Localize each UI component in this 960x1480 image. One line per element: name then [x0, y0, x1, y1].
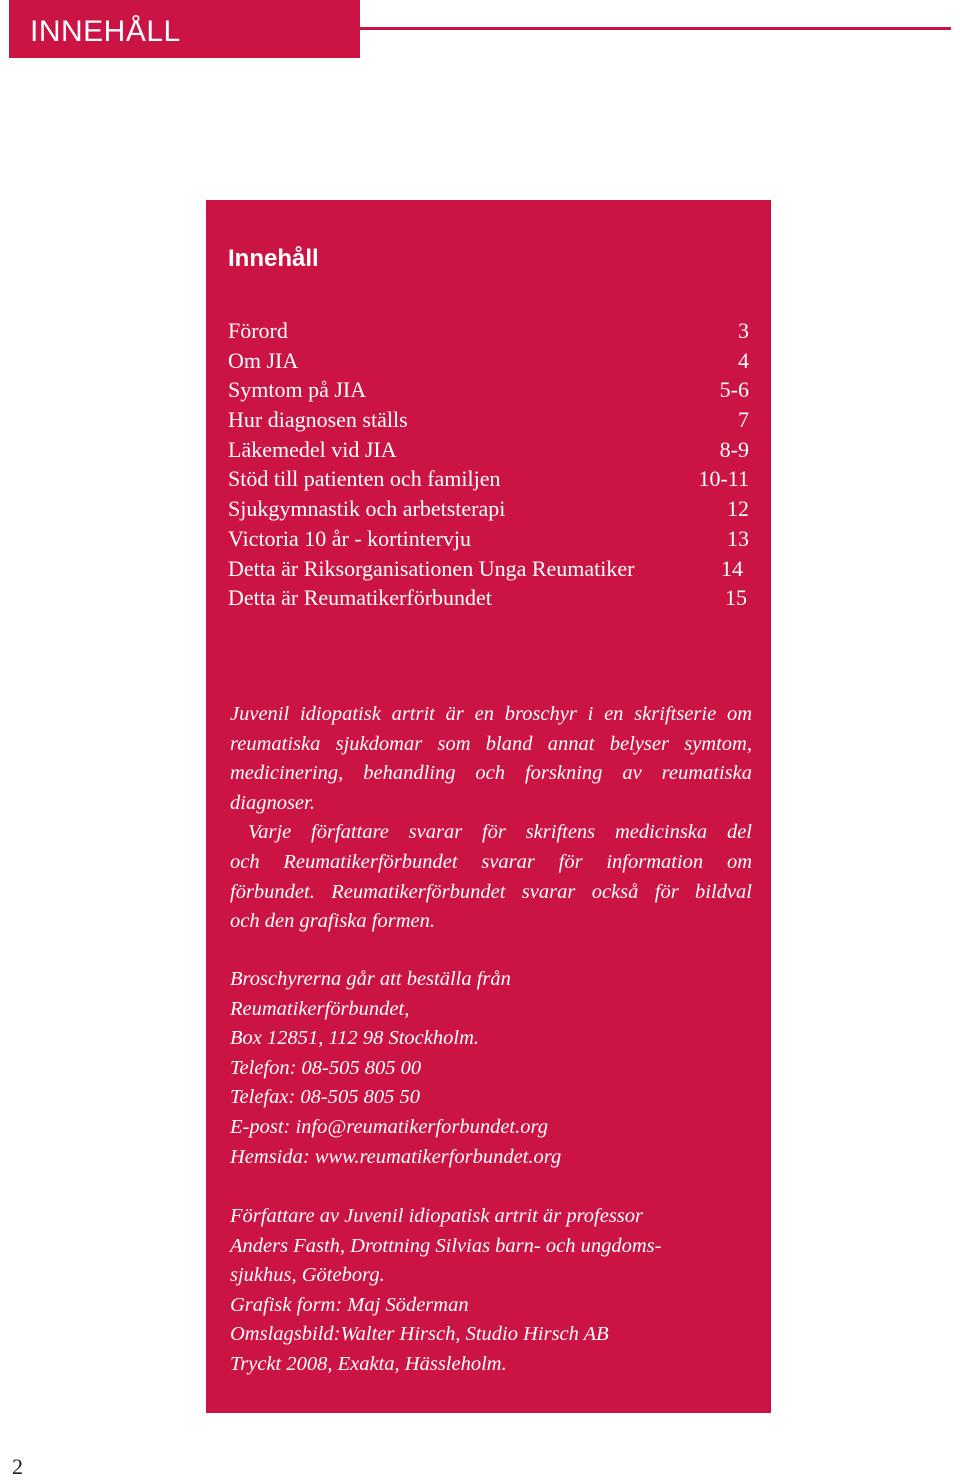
intro-line: förbundet. Reumatikerförbundet svarar också för bildval: [230, 880, 752, 903]
toc-entry-page: 12: [727, 496, 749, 522]
table-of-contents: [228, 316, 749, 613]
intro-line: reumatiska sjukdomar som bland annat belyser symtom,: [230, 732, 752, 755]
credits-line: Tryckt 2008, Exakta, Hässleholm.: [230, 1352, 507, 1375]
toc-entry: [228, 464, 749, 494]
toc-entry-label: Detta är Riksorganisationen Unga Reumatiker: [228, 555, 635, 581]
ordering-address: Box 12851, 112 98 Stockholm.: [230, 1027, 479, 1050]
credits: [230, 1202, 752, 1380]
toc-entry-page: 8-9: [719, 436, 749, 462]
intro-line: och Reumatikerförbundet svarar för information om: [230, 850, 752, 873]
toc-entry-page: 5-6: [719, 377, 749, 403]
panel-title: Innehåll: [228, 245, 319, 272]
toc-entry-page: 15: [725, 585, 747, 611]
toc-entry: [228, 494, 749, 524]
ordering-email: E-post: info@reumatikerforbundet.org: [230, 1115, 548, 1138]
toc-entry-page: 10-11: [698, 466, 749, 492]
intro-line: medicinering, behandling och forskning av reumatiska: [230, 762, 752, 785]
credits-line: Omslagsbild:Walter Hirsch, Studio Hirsch AB: [230, 1323, 609, 1346]
toc-entry-page: 3: [738, 318, 749, 343]
toc-entry-page: 7: [738, 407, 749, 433]
credits-line: sjukhus, Göteborg.: [230, 1264, 385, 1287]
toc-entry-label: Symtom på JIA: [228, 377, 367, 403]
toc-entry: [228, 375, 749, 405]
ordering-line: Broschyrerna går att beställa från: [230, 968, 511, 990]
ordering-info: [230, 965, 752, 1172]
intro-paragraph: [230, 700, 752, 937]
page-number: 2: [12, 1454, 23, 1479]
toc-entry-label: Sjukgymnastik och arbetsterapi: [228, 496, 506, 522]
intro-line: Varje författare svarar för skriftens medicinska del: [248, 821, 752, 844]
toc-entry-label: Om JIA: [228, 347, 299, 373]
ordering-line: Reumatikerförbundet,: [230, 997, 410, 1020]
toc-entry-label: Hur diagnosen ställs: [228, 407, 408, 433]
intro-line: Juvenil idiopatisk artrit är en broschyr i en skriftserie om: [230, 703, 752, 725]
toc-entry-label: Victoria 10 år - kortintervju: [228, 525, 472, 551]
toc-entry: [228, 524, 749, 554]
toc-entry-page: 4: [738, 347, 749, 373]
toc-entry-label: Läkemedel vid JIA: [228, 436, 397, 462]
ordering-fax: Telefax: 08-505 805 50: [230, 1086, 420, 1109]
toc-entry-page: 14: [721, 555, 743, 581]
toc-entry: [228, 435, 749, 465]
credits-line: Anders Fasth, Drottning Silvias barn- och ungdoms-: [230, 1234, 662, 1257]
toc-entry: [228, 316, 749, 346]
toc-entry-label: Detta är Reumatikerförbundet: [228, 585, 492, 611]
section-header-title: INNEHÅLL: [30, 15, 181, 48]
credits-line: Författare av Juvenil idiopatisk artrit är professor: [230, 1205, 644, 1227]
header-divider: [360, 27, 951, 30]
toc-entry-label: Förord: [228, 318, 288, 343]
intro-line: diagnoser.: [230, 791, 315, 814]
toc-entry: [228, 405, 749, 435]
toc-entry: [228, 583, 749, 613]
credits-line: Grafisk form: Maj Söderman: [230, 1293, 469, 1316]
ordering-website: Hemsida: www.reumatikerforbundet.org: [230, 1145, 562, 1168]
toc-entry-label: Stöd till patienten och familjen: [228, 466, 501, 492]
intro-line: och den grafiska formen.: [230, 910, 435, 933]
toc-entry: [228, 554, 749, 584]
toc-entry-page: 13: [727, 525, 749, 551]
toc-entry: [228, 346, 749, 376]
ordering-phone: Telefon: 08-505 805 00: [230, 1056, 422, 1079]
